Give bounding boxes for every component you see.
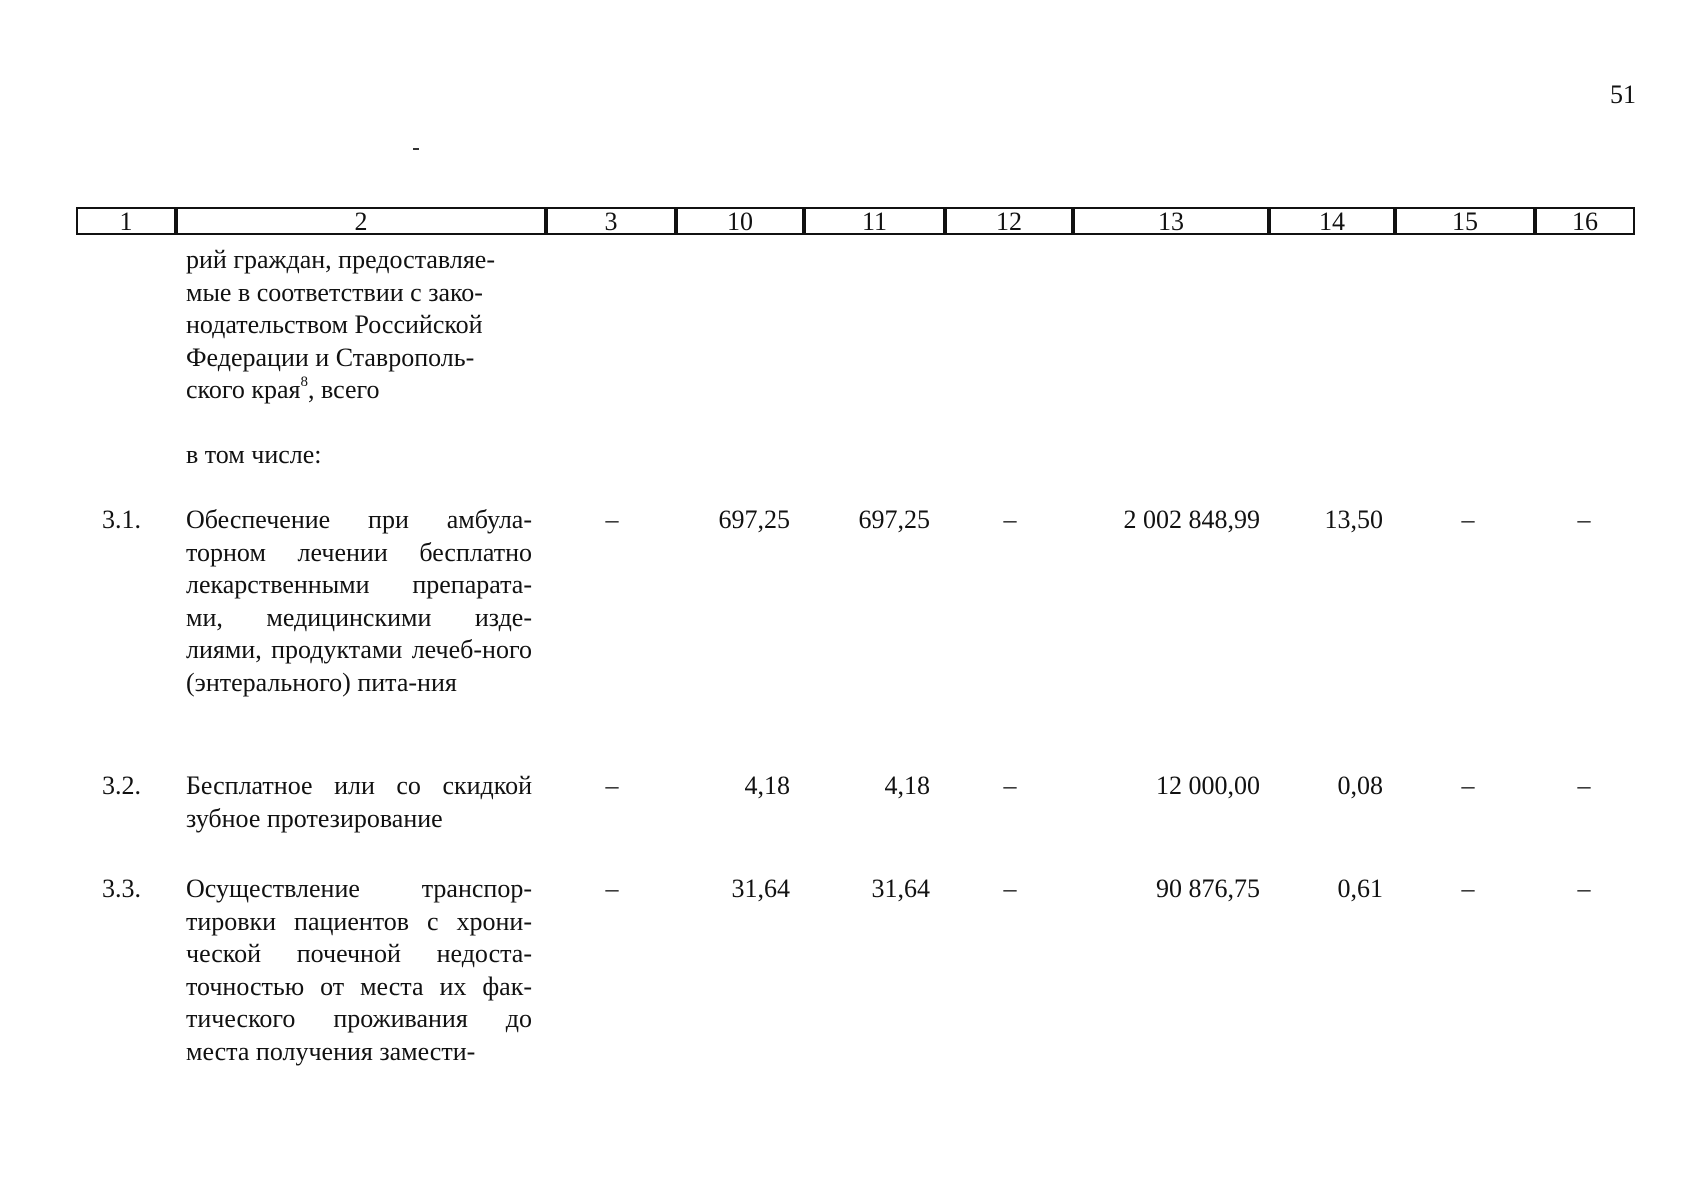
cell-col-14: 0,61 (1337, 874, 1383, 903)
column-header-16: 16 (1535, 207, 1635, 235)
row-number: 3.2. (102, 771, 141, 800)
column-header-3: 3 (546, 207, 676, 235)
cell-col-12: – (1003, 771, 1017, 800)
intro-line: рий граждан, предоставляе- (186, 245, 495, 274)
column-header-2: 2 (176, 207, 546, 235)
row-description: Бесплатное или со скидкой зубное протезирование (186, 771, 532, 833)
cell-col-13: 90 876,75 (1156, 874, 1260, 903)
cell-col-16: – (1577, 505, 1591, 534)
cell-col-15: – (1461, 771, 1475, 800)
footnote-marker: 8 (300, 374, 308, 391)
cell-col-12: – (1003, 874, 1017, 903)
intro-line: нодательством Российской (186, 310, 483, 340)
cell-col-15: – (1461, 874, 1475, 903)
subheading: в том числе: (186, 440, 322, 469)
cell-col-14: 0,08 (1337, 771, 1383, 800)
column-header-11: 11 (804, 207, 945, 235)
cell-col-3: – (605, 505, 619, 534)
cell-col-3: – (605, 874, 619, 903)
intro-line: ского края (186, 375, 301, 405)
page-number: 51 (1610, 80, 1636, 109)
cell-col-3: – (605, 771, 619, 800)
row-number: 3.3. (102, 874, 141, 903)
cell-col-11: 697,25 (858, 505, 930, 534)
column-header-10: 10 (676, 207, 804, 235)
cell-col-10: 697,25 (718, 505, 790, 534)
column-header-13: 13 (1073, 207, 1269, 235)
row-number: 3.1. (102, 505, 141, 534)
column-header-12: 12 (945, 207, 1073, 235)
intro-line: мые в соответствии с зако- (186, 277, 483, 307)
column-header-1: 1 (76, 207, 176, 235)
column-header-14: 14 (1269, 207, 1395, 235)
cell-col-10: 4,18 (744, 771, 790, 800)
row-description: Обеспечение при амбула-торном лечении бесплатно лекарственными препарата-ми, медицинскими изде-лиями, продуктами лечеб-ного (энтерального) пита-ния (186, 505, 532, 697)
column-number-header (76, 207, 1636, 239)
cell-col-12: – (1003, 505, 1017, 534)
cell-col-16: – (1577, 771, 1591, 800)
column-header-15: 15 (1395, 207, 1535, 235)
cell-col-13: 2 002 848,99 (1123, 505, 1260, 534)
cell-col-16: – (1577, 874, 1591, 903)
cell-col-10: 31,64 (731, 874, 790, 903)
cell-col-13: 12 000,00 (1156, 771, 1260, 800)
cell-col-11: 4,18 (884, 771, 930, 800)
stray-mark (413, 148, 419, 150)
cell-col-14: 13,50 (1324, 505, 1383, 534)
row-description: Осуществление транспор-тировки пациентов с хрони-ческой почечной недоста-точностью от места их фак-тического проживания до места получения замести- (186, 874, 532, 1066)
intro-description (186, 244, 532, 407)
intro-suffix: , всего (308, 375, 380, 405)
cell-col-11: 31,64 (871, 874, 930, 903)
cell-col-15: – (1461, 505, 1475, 534)
intro-line: Федерации и Ставрополь- (186, 342, 475, 372)
